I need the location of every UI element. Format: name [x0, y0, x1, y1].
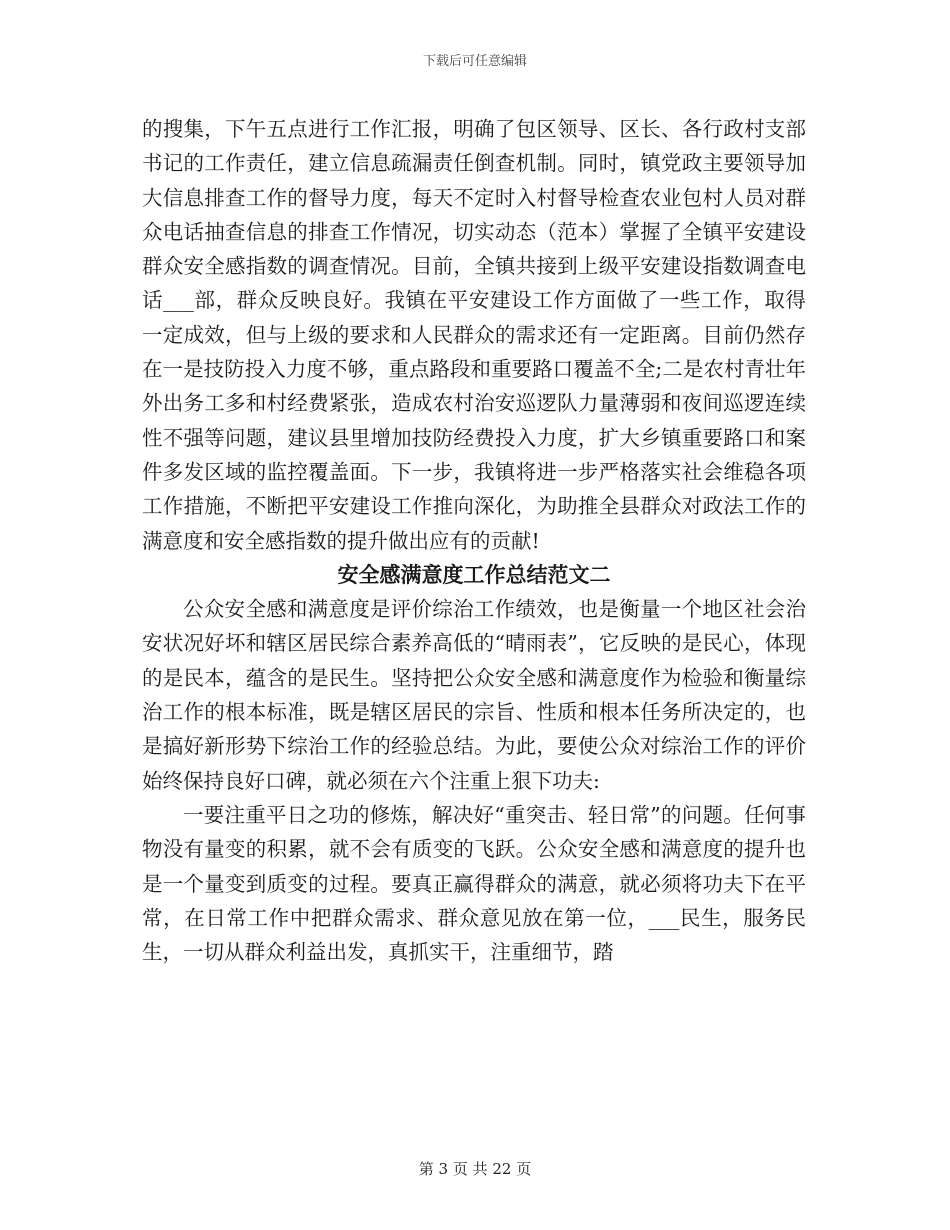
section-title: 安全感满意度工作总结范文二: [337, 561, 611, 587]
paragraph-continued: 的搜集，下午五点进行工作汇报，明确了包区领导、区长、各行政村支部书记的工作责任，建立信息疏漏责任倒查机制。同时，镇党政主要领导加大信息排查工作的督导力度，每天不定时入村督导检查农业包村人员对群众电话抽查信息的排查工作情况，切实动态（范本）掌握了全镇平安建设群众安全感指数的调查情况。目前，全镇共接到上级平安建设指数调查电话___部，群众反映良好。我镇在平安建设工作方面做了一些工作，取得一定成效，但与上级的要求和人民群众的需求还有一定距离。目前仍然存在一是技防投入力度不够，重点路段和重要路口覆盖不全;二是农村青壮年外出务工多和村经费紧张，造成农村治安巡逻队力量薄弱和夜间巡逻连续性不强等问题，建议县里增加技防经费投入力度，扩大乡镇重要路口和案件多发区域的监控覆盖面。下一步，我镇将进一步严格落实社会维稳各项工作措施，不断把平安建设工作推向深化，为助推全县群众对政法工作的满意度和安全感指数的提升做出应有的贡献!: [142, 117, 806, 553]
paragraph-intro: 公众安全感和满意度是评价综治工作绩效，也是衡量一个地区社会治安状况好坏和辖区居民综合素养高低的“晴雨表”，它反映的是民心，体现的是民本，蕴含的是民生。坚持把公众安全感和满意度作为检验和衡量综治工作的根本标准，既是辖区居民的宗旨、性质和根本任务所决定的，也是搞好新形势下综治工作的经验总结。为此，要使公众对综治工作的评价始终保持良好口碑，就必须在六个注重上狠下功夫:: [142, 597, 806, 793]
document-body: [142, 112, 806, 969]
page-header: 下载后可任意编辑: [422, 54, 527, 69]
paragraph-point-one: 一要注重平日之功的修炼，解决好“重突击、轻日常”的问题。任何事物没有量变的积累，就不会有质变的飞跃。公众安全感和满意度的提升也是一个量变到质变的过程。要真正赢得群众的满意，就必须将功夫下在平常，在日常工作中把群众需求、群众意见放在第一位，___民生，服务民生，一切从群众利益出发，真抓实干，注重细节，踏: [142, 802, 806, 965]
page-footer: 第 3 页 共 22 页: [418, 1160, 532, 1178]
